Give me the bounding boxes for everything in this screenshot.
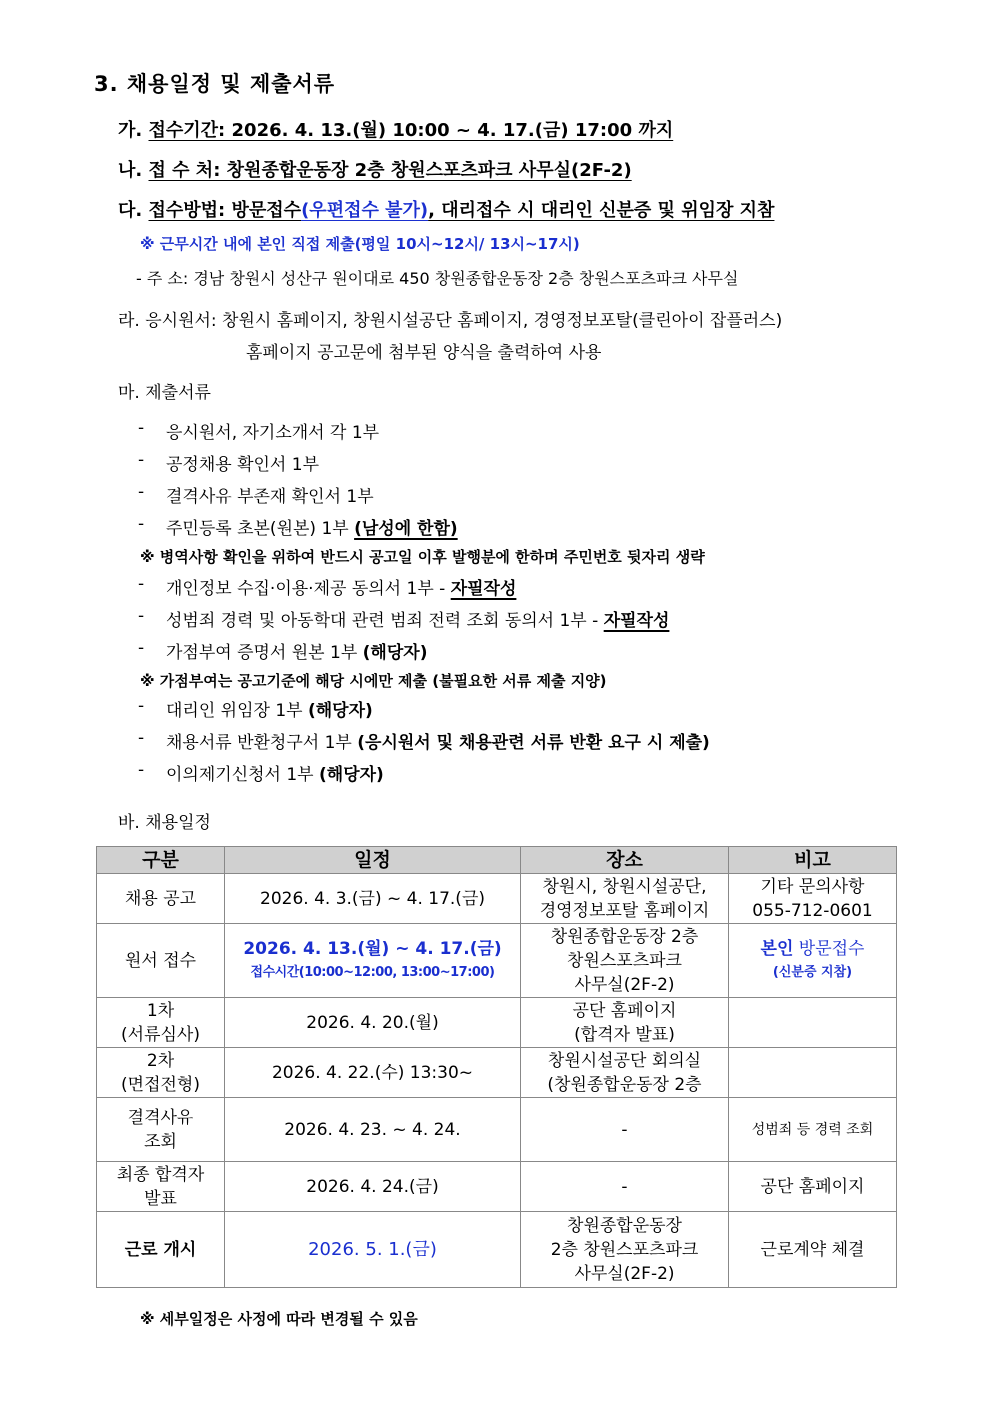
doc-item: - 가점부여 증명서 원본 1부 (해당자): [138, 638, 428, 663]
doc-item: - 결격사유 부존재 확인서 1부: [138, 482, 374, 507]
header-schedule: 일정: [225, 847, 521, 874]
section-title: 3. 채용일정 및 제출서류: [94, 72, 336, 96]
cell-place: 창원시설공단 회의실 (창원종합운동장 2층: [521, 1048, 729, 1098]
cell-category: 2차 (면접전형): [97, 1048, 225, 1098]
header-place: 장소: [521, 847, 729, 874]
cell-remarks: 본인 방문접수 (신분증 지참): [729, 924, 897, 998]
cell-category: 원서 접수: [97, 924, 225, 998]
doc-item: - 개인정보 수집·이용·제공 동의서 1부 - 자필작성: [138, 574, 517, 599]
cell-place: 창원종합운동장 2층 창원스포츠파크 사무실(2F-2): [521, 1212, 729, 1288]
table-row: [97, 1162, 897, 1212]
cell-schedule: 2026. 4. 22.(수) 13:30~: [225, 1048, 521, 1098]
item-ga-label: 접수기간: 2026. 4. 13.(월) 10:00 ~ 4. 17.(금) 17:00 까지: [148, 120, 674, 141]
table-header-row: [97, 847, 897, 874]
cell-schedule: 2026. 4. 20.(월): [225, 998, 521, 1048]
footer-note: ※ 세부일정은 사정에 따라 변경될 수 있음: [140, 1310, 418, 1328]
doc-item: - 응시원서, 자기소개서 각 1부: [138, 418, 380, 443]
item-na: [118, 156, 632, 182]
item-da: [118, 196, 774, 222]
doc-item: - 공정채용 확인서 1부: [138, 450, 319, 475]
doc-item: - 이의제기신청서 1부 (해당자): [138, 760, 384, 785]
cell-category: 근로 개시: [97, 1212, 225, 1288]
ra-line1: 라. 응시원서: 창원시 홈페이지, 창원시설공단 홈페이지, 경영정보포탈(클린아이 잡플러스): [118, 311, 783, 331]
cell-category: 최종 합격자 발표: [97, 1162, 225, 1212]
cell-place: 창원종합운동장 2층 창원스포츠파크 사무실(2F-2): [521, 924, 729, 998]
item-na-prefix: 나.: [118, 160, 149, 181]
cell-remarks: 공단 홈페이지: [729, 1162, 897, 1212]
item-da-part1: 접수방법: 방문접수: [148, 200, 302, 221]
cell-category: 채용 공고: [97, 874, 225, 924]
doc-item: - 주민등록 초본(원본) 1부 (남성에 한함): [138, 514, 458, 539]
doc-item: - 채용서류 반환청구서 1부 (응시원서 및 채용관련 서류 반환 요구 시 제출): [138, 728, 710, 753]
cell-remarks: [729, 1048, 897, 1098]
item-ga-prefix: 가.: [118, 120, 149, 141]
cell-schedule: 2026. 4. 13.(월) ~ 4. 17.(금) 접수시간(10:00~12:00, 13:00~17:00): [225, 924, 521, 998]
cell-place: 공단 홈페이지 (합격자 발표): [521, 998, 729, 1048]
ba-title: 바. 채용일정: [118, 813, 211, 833]
da-note: ※ 근무시간 내에 본인 직접 제출(평일 10시~12시/ 13시~17시): [140, 235, 580, 253]
cell-category: 1차 (서류심사): [97, 998, 225, 1048]
item-da-prefix: 다.: [118, 200, 149, 221]
cell-schedule: 2026. 4. 24.(금): [225, 1162, 521, 1212]
header-category: 구분: [97, 847, 225, 874]
doc-item: - 성범죄 경력 및 아동학대 관련 범죄 전력 조회 동의서 1부 - 자필작성: [138, 606, 670, 631]
table-row: [97, 1048, 897, 1098]
doc-item: - 대리인 위임장 1부 (해당자): [138, 696, 373, 721]
cell-remarks: 기타 문의사항 055-712-0601: [729, 874, 897, 924]
doc-note-bonus: ※ 가점부여는 공고기준에 해당 시에만 제출 (불필요한 서류 제출 지양): [140, 672, 607, 690]
table-row: [97, 874, 897, 924]
doc-note-military: ※ 병역사항 확인을 위하여 반드시 공고일 이후 발행분에 한하며 주민번호 뒷자리 생략: [140, 548, 705, 566]
table-row: [97, 1098, 897, 1162]
cell-place: -: [521, 1162, 729, 1212]
table-row: [97, 924, 897, 998]
item-na-label: 접 수 처: 창원종합운동장 2층 창원스포츠파크 사무실(2F-2): [148, 160, 632, 181]
cell-remarks: 성범죄 등 경력 조회: [729, 1098, 897, 1162]
ra-line2: 홈페이지 공고문에 첨부된 양식을 출력하여 사용: [246, 343, 602, 363]
cell-place: 창원시, 창원시설공단, 경영정보포탈 홈페이지: [521, 874, 729, 924]
item-da-part2: (우편접수 불가): [301, 200, 429, 221]
ma-title: 마. 제출서류: [118, 383, 211, 403]
item-ga: [118, 116, 673, 142]
table-row: [97, 1212, 897, 1288]
cell-schedule: 2026. 4. 23. ~ 4. 24.: [225, 1098, 521, 1162]
table-row: [97, 998, 897, 1048]
cell-category: 결격사유 조회: [97, 1098, 225, 1162]
cell-remarks: 근로계약 체결: [729, 1212, 897, 1288]
schedule-table: [96, 846, 897, 1288]
item-da-part3: , 대리접수 시 대리인 신분증 및 위임장 지참: [428, 200, 775, 221]
address-line: - 주 소: 경남 창원시 성산구 원이대로 450 창원종합운동장 2층 창원스포츠파크 사무실: [136, 269, 739, 288]
header-remarks: 비고: [729, 847, 897, 874]
cell-remarks: [729, 998, 897, 1048]
cell-schedule: 2026. 5. 1.(금): [225, 1212, 521, 1288]
cell-place: -: [521, 1098, 729, 1162]
cell-schedule: 2026. 4. 3.(금) ~ 4. 17.(금): [225, 874, 521, 924]
